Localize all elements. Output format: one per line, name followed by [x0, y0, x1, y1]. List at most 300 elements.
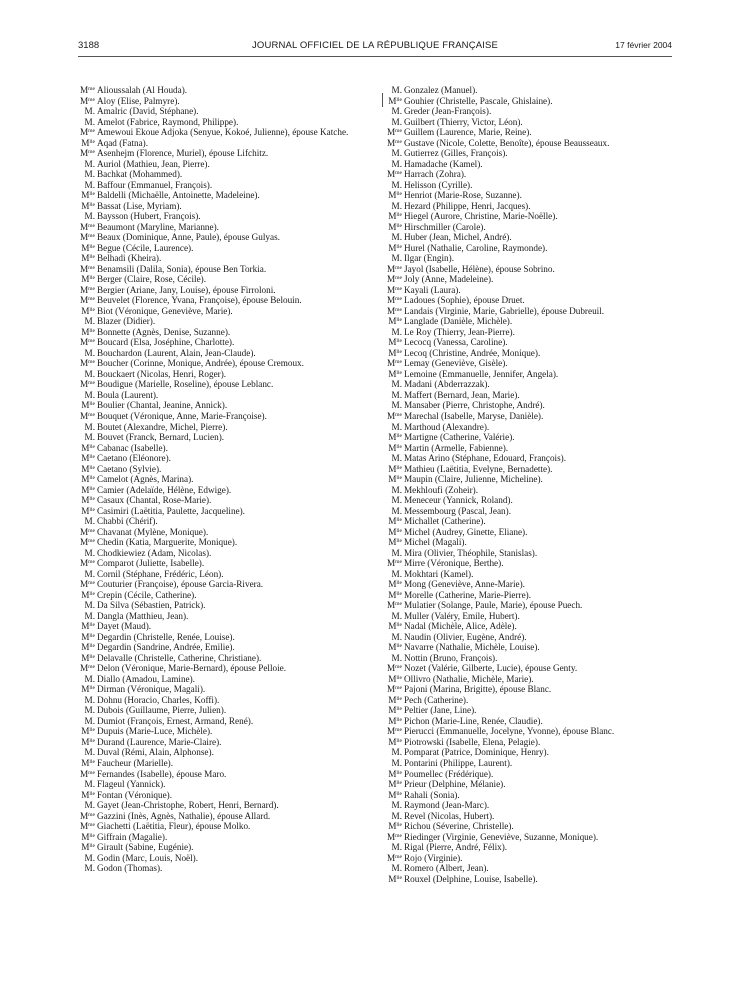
person-name: Matas Arino (Stéphane, Edouard, François).: [404, 453, 567, 464]
list-item: [78, 138, 368, 149]
person-name: Pierucci (Emmanuelle, Jocelyne, Yvonne), épouse Blanc.: [404, 726, 615, 737]
civility-title: $M^{lle}$: [388, 190, 402, 201]
person-name: Raymond (Jean-Marc).: [404, 800, 490, 811]
person-name: Revel (Nicolas, Hubert).: [404, 810, 495, 821]
person-name: Piotrowski (Isabelle, Elena, Pelagie).: [404, 736, 541, 747]
list-item: [385, 737, 677, 748]
civility-title: M.: [391, 495, 402, 506]
list-item: [78, 863, 368, 874]
person-name: Auriol (Mathieu, Jean, Pierre).: [97, 158, 210, 169]
list-item: [385, 159, 677, 170]
person-name: Nadal (Michèle, Alice, Adèle).: [404, 621, 517, 632]
list-item: [78, 548, 368, 559]
person-name: Dumiot (François, Ernest, Armand, René).: [97, 715, 254, 726]
person-name: Pichon (Marie-Line, Renée, Claudie).: [404, 715, 543, 726]
list-item: [78, 148, 368, 159]
civility-title: $M^{lle}$: [388, 789, 402, 800]
civility-title: M.: [391, 758, 402, 768]
civility-title: $M^{me}$: [79, 263, 95, 274]
list-item: [385, 716, 677, 727]
person-name: Mira (Olivier, Théophile, Stanislas).: [404, 547, 538, 558]
list-item: [78, 159, 368, 170]
list-item: [78, 243, 368, 254]
list-item: [385, 285, 677, 296]
list-item: [78, 726, 368, 737]
civility-title: $M^{lle}$: [388, 873, 402, 884]
list-item: [78, 106, 368, 117]
person-name: Madani (Abderrazzak).: [404, 379, 490, 390]
list-item: [385, 821, 677, 832]
person-name: Morelle (Catherine, Marie-Pierre).: [404, 589, 532, 600]
person-name: Michel (Magali).: [404, 537, 467, 548]
civility-title: M.: [391, 389, 402, 400]
person-name: Beuvelet (Florence, Yvana, Françoise), épouse Belouin.: [97, 295, 302, 306]
civility-title: $M^{me}$: [386, 852, 402, 863]
civility-title: $M^{lle}$: [81, 758, 95, 768]
person-name: Faucheur (Marielle).: [97, 758, 174, 768]
person-name: Pech (Catherine).: [404, 694, 469, 705]
person-name: Lecocq (Vanessa, Caroline).: [404, 337, 508, 348]
list-item: [385, 811, 677, 822]
civility-title: M.: [84, 568, 95, 579]
person-name: Peltier (Jane, Line).: [404, 705, 477, 716]
list-item: [385, 148, 677, 159]
person-name: Boutet (Alexandre, Michel, Pierre).: [97, 421, 228, 432]
list-item: [385, 453, 677, 464]
list-item: [78, 348, 368, 359]
list-item: [385, 663, 677, 674]
person-name: Gazzini (Inès, Agnès, Nathalie), épouse Allard.: [97, 810, 271, 821]
person-name: Cabanac (Isabelle).: [97, 442, 168, 453]
civility-title: M.: [84, 316, 95, 327]
civility-title: M.: [84, 158, 95, 169]
person-name: Mong (Geneviève, Anne-Marie).: [404, 579, 525, 590]
civility-title: $M^{me}$: [79, 810, 95, 821]
civility-title: $M^{lle}$: [81, 253, 95, 264]
person-name: Aloy (Elise, Palmyre).: [97, 95, 180, 106]
left-column: [78, 85, 368, 874]
list-item: [78, 201, 368, 212]
civility-title: M.: [84, 169, 95, 180]
person-name: Da Silva (Sébastien, Patrick).: [97, 600, 206, 611]
civility-title: $M^{lle}$: [81, 474, 95, 485]
list-item: [385, 684, 677, 695]
list-item: [385, 243, 677, 254]
header-rule: [78, 56, 672, 57]
civility-title: $M^{lle}$: [81, 505, 95, 516]
civility-title: $M^{me}$: [79, 148, 95, 159]
list-item: [385, 190, 677, 201]
civility-title: $M^{lle}$: [81, 642, 95, 653]
person-name: Crepin (Cécile, Catherine).: [97, 589, 197, 600]
person-name: Cornil (Stéphane, Frédéric, Léon).: [97, 568, 224, 579]
civility-title: M.: [84, 694, 95, 705]
civility-title: M.: [84, 705, 95, 716]
list-item: [385, 558, 677, 569]
list-item: [78, 716, 368, 727]
person-name: Chodkiewiez (Adam, Nicolas).: [97, 547, 212, 558]
person-name: Dupuis (Marie-Luce, Michèle).: [97, 726, 213, 737]
civility-title: $M^{me}$: [386, 831, 402, 842]
list-item: [78, 684, 368, 695]
person-name: Hezard (Philippe, Henri, Jacques).: [404, 200, 531, 211]
civility-title: $M^{lle}$: [388, 642, 402, 653]
list-item: [385, 337, 677, 348]
civility-title: $M^{me}$: [79, 221, 95, 232]
civility-title: M.: [391, 453, 402, 464]
person-name: Mathieu (Laëtitia, Evelyne, Bernadette).: [404, 463, 553, 474]
civility-title: $M^{lle}$: [81, 200, 95, 211]
civility-title: $M^{me}$: [79, 127, 95, 138]
list-item: [78, 821, 368, 832]
civility-title: $M^{lle}$: [81, 484, 95, 495]
person-name: Martin (Armelle, Fabienne).: [404, 442, 509, 453]
civility-title: M.: [391, 85, 402, 95]
civility-title: $M^{me}$: [386, 137, 402, 148]
civility-title: $M^{me}$: [79, 295, 95, 306]
list-item: [78, 169, 368, 180]
person-name: Bonnette (Agnès, Denise, Suzanne).: [97, 326, 231, 337]
person-name: Durand (Laurence, Marie-Claire).: [97, 736, 222, 747]
list-item: [385, 106, 677, 117]
civility-title: $M^{lle}$: [81, 305, 95, 316]
civility-title: $M^{me}$: [79, 232, 95, 243]
person-name: Comparot (Juliette, Isabelle).: [97, 558, 205, 569]
list-item: [385, 874, 677, 885]
person-name: Harrach (Zohra).: [404, 169, 467, 180]
list-item: [385, 96, 677, 107]
list-item: [78, 674, 368, 685]
civility-title: $M^{lle}$: [388, 211, 402, 222]
list-item: [78, 443, 368, 454]
person-name: Romero (Albert, Jean).: [404, 863, 489, 874]
list-item: [385, 842, 677, 853]
civility-title: M.: [84, 211, 95, 222]
civility-title: $M^{me}$: [386, 558, 402, 569]
list-item: [385, 316, 677, 327]
civility-title: $M^{me}$: [79, 379, 95, 390]
civility-title: $M^{lle}$: [81, 242, 95, 253]
civility-title: $M^{lle}$: [81, 736, 95, 747]
list-item: [385, 621, 677, 632]
person-name: Alioussalah (Al Houda).: [97, 85, 188, 95]
list-item: [385, 411, 677, 422]
list-item: [78, 264, 368, 275]
person-name: Casaux (Chantal, Rose-Marie).: [97, 495, 212, 506]
list-item: [385, 516, 677, 527]
person-name: Rigal (Pierre, André, Félix).: [404, 842, 508, 853]
person-name: Chabbi (Chérif).: [97, 516, 158, 527]
list-item: [78, 621, 368, 632]
list-item: [385, 306, 677, 317]
list-item: [385, 422, 677, 433]
right-column: [385, 85, 677, 884]
person-name: Boulier (Chantal, Jeanine, Annick).: [97, 400, 228, 411]
list-item: [78, 96, 368, 107]
person-name: Biot (Véronique, Geneviève, Marie).: [97, 305, 233, 316]
civility-title: M.: [391, 547, 402, 558]
civility-title: M.: [391, 631, 402, 642]
person-name: Baldelli (Michaëlle, Antoinette, Madeleine).: [97, 190, 260, 201]
list-item: [385, 432, 677, 443]
civility-title: M.: [391, 610, 402, 621]
civility-title: $M^{lle}$: [81, 137, 95, 148]
civility-title: $M^{lle}$: [81, 326, 95, 337]
person-name: Joly (Anne, Madeleine).: [404, 274, 494, 285]
person-name: Bergier (Ariane, Jany, Louise), épouse Firroloni.: [97, 284, 276, 295]
list-item: [78, 232, 368, 243]
civility-title: M.: [84, 852, 95, 863]
list-item: [78, 558, 368, 569]
list-item: [385, 537, 677, 548]
person-name: Greder (Jean-François).: [404, 106, 492, 117]
civility-title: $M^{me}$: [386, 169, 402, 180]
person-name: Michallet (Catherine).: [404, 516, 486, 527]
person-name: Chavanat (Mylène, Monique).: [97, 526, 209, 537]
person-name: Dubois (Guillaume, Pierre, Julien).: [97, 705, 227, 716]
civility-title: $M^{me}$: [386, 684, 402, 695]
list-item: [78, 779, 368, 790]
civility-title: $M^{lle}$: [388, 621, 402, 632]
civility-title: M.: [84, 863, 95, 874]
list-item: [78, 485, 368, 496]
civility-title: M.: [391, 505, 402, 516]
person-name: Amalric (David, Stéphane).: [97, 106, 199, 117]
civility-title: $M^{lle}$: [81, 789, 95, 800]
civility-title: $M^{lle}$: [81, 463, 95, 474]
civility-title: M.: [391, 158, 402, 169]
civility-title: M.: [391, 253, 402, 264]
person-name: Flageul (Yannick).: [97, 779, 166, 790]
person-name: Guillem (Laurence, Marie, Reine).: [404, 127, 532, 138]
person-name: Rahali (Sonia).: [404, 789, 460, 800]
person-name: Boudigue (Marielle, Roseline), épouse Leblanc.: [97, 379, 274, 390]
person-name: Dayet (Maud).: [97, 621, 152, 632]
list-item: [385, 264, 677, 275]
civility-title: $M^{me}$: [79, 663, 95, 674]
person-name: Mirre (Véronique, Berthe).: [404, 558, 504, 569]
list-item: [78, 474, 368, 485]
list-item: [78, 747, 368, 758]
person-name: Bassat (Lise, Myriam).: [97, 200, 182, 211]
person-name: Couturier (Françoise), épouse Garcia-Rivera.: [97, 579, 264, 590]
civility-title: M.: [391, 800, 402, 811]
person-name: Amewoui Ekoue Adjoka (Senyue, Kokoé, Julienne), épouse Katche.: [97, 127, 349, 138]
person-name: Hurel (Nathalie, Caroline, Raymonde).: [404, 242, 548, 253]
person-name: Nozet (Valérie, Gilberte, Lucie), épouse Genty.: [404, 663, 578, 674]
person-name: Maupin (Claire, Julienne, Micheline).: [404, 474, 543, 485]
list-item: [78, 369, 368, 380]
list-item: [385, 527, 677, 538]
list-item: [78, 422, 368, 433]
person-name: Nottin (Bruno, François).: [404, 652, 498, 663]
civility-title: $M^{lle}$: [81, 453, 95, 464]
list-item: [385, 138, 677, 149]
civility-title: $M^{lle}$: [388, 316, 402, 327]
list-item: [385, 390, 677, 401]
civility-title: $M^{lle}$: [388, 516, 402, 527]
list-item: [385, 705, 677, 716]
person-name: Pajoni (Marina, Brigitte), épouse Blanc.: [404, 684, 552, 695]
list-item: [385, 369, 677, 380]
list-item: [385, 590, 677, 601]
person-name: Mansaber (Pierre, Christophe, André).: [404, 400, 545, 411]
list-item: [385, 790, 677, 801]
civility-title: $M^{me}$: [79, 410, 95, 421]
person-name: Gustave (Nicole, Colette, Benoîte), épouse Beausseaux.: [404, 137, 610, 148]
civility-title: M.: [391, 484, 402, 495]
list-item: [385, 232, 677, 243]
civility-title: $M^{lle}$: [388, 589, 402, 600]
civility-title: M.: [391, 863, 402, 874]
list-item: [78, 306, 368, 317]
person-name: Mulatier (Solange, Paule, Marie), épouse Puech.: [404, 600, 583, 611]
list-item: [385, 642, 677, 653]
civility-title: $M^{lle}$: [388, 347, 402, 358]
list-item: [385, 695, 677, 706]
civility-title: M.: [84, 106, 95, 117]
list-item: [385, 632, 677, 643]
civility-title: M.: [84, 779, 95, 790]
person-name: Godin (Marc, Louis, Noël).: [97, 852, 199, 863]
person-name: Asenhejm (Florence, Muriel), épouse Lifchitz.: [97, 148, 269, 159]
civility-title: $M^{me}$: [386, 726, 402, 737]
person-name: Mekhloufi (Zoheir).: [404, 484, 478, 495]
list-item: [78, 527, 368, 538]
person-name: Gutierrez (Gilles, François).: [404, 148, 508, 159]
person-name: Giffrain (Magalie).: [97, 831, 168, 842]
list-item: [78, 737, 368, 748]
list-item: [385, 211, 677, 222]
person-name: Fernandes (Isabelle), épouse Maro.: [97, 768, 227, 779]
list-item: [78, 569, 368, 580]
list-item: [385, 485, 677, 496]
person-name: Chedin (Katia, Marguerite, Monique).: [97, 537, 238, 548]
list-item: [385, 117, 677, 128]
list-item: [78, 811, 368, 822]
list-item: [78, 295, 368, 306]
list-item: [78, 379, 368, 390]
person-name: Pontarini (Philippe, Laurent).: [404, 758, 513, 768]
civility-title: $M^{me}$: [79, 337, 95, 348]
person-name: Dangla (Matthieu, Jean).: [97, 610, 189, 621]
list-item: [78, 769, 368, 780]
person-name: Begue (Cécile, Laurence).: [97, 242, 194, 253]
person-name: Le Roy (Thierry, Jean-Pierre).: [404, 326, 515, 337]
person-name: Ilgar (Engin).: [404, 253, 455, 264]
list-item: [78, 453, 368, 464]
civility-title: $M^{lle}$: [81, 631, 95, 642]
civility-title: $M^{me}$: [79, 768, 95, 779]
list-item: [385, 569, 677, 580]
person-name: Ladoues (Sophie), épouse Druet.: [404, 295, 525, 306]
civility-title: $M^{lle}$: [388, 821, 402, 832]
list-item: [385, 506, 677, 517]
civility-title: $M^{me}$: [79, 821, 95, 832]
list-item: [385, 758, 677, 769]
person-name: Boucard (Elsa, Joséphine, Charlotte).: [97, 337, 235, 348]
civility-title: $M^{lle}$: [81, 684, 95, 695]
person-name: Benamsili (Dalila, Sonia), épouse Ben Torkia.: [97, 263, 267, 274]
person-name: Giachetti (Laëtitia, Fleur), épouse Molko.: [97, 821, 251, 832]
person-name: Boula (Laurent).: [97, 389, 159, 400]
person-name: Dohnu (Horacio, Charles, Koffi).: [97, 694, 220, 705]
civility-title: M.: [391, 106, 402, 117]
person-name: Ollivro (Nathalie, Michèle, Marie).: [404, 673, 534, 684]
civility-title: $M^{me}$: [79, 558, 95, 569]
list-item: [385, 769, 677, 780]
person-name: Mokhtari (Kamel).: [404, 568, 474, 579]
list-item: [78, 180, 368, 191]
person-name: Berger (Claire, Rose, Cécile).: [97, 274, 207, 285]
list-item: [78, 127, 368, 138]
list-item: [78, 600, 368, 611]
civility-title: M.: [84, 368, 95, 379]
list-item: [78, 705, 368, 716]
person-name: Beaux (Dominique, Anne, Paule), épouse Gulyas.: [97, 232, 280, 243]
list-item: [78, 611, 368, 622]
civility-title: M.: [84, 116, 95, 127]
civility-title: M.: [84, 347, 95, 358]
person-name: Bouchardon (Laurent, Alain, Jean-Claude).: [97, 347, 256, 358]
list-item: [78, 190, 368, 201]
civility-title: M.: [391, 326, 402, 337]
list-item: [78, 316, 368, 327]
person-name: Aqad (Fatna).: [97, 137, 149, 148]
list-item: [78, 537, 368, 548]
list-item: [385, 201, 677, 212]
person-name: Delavalle (Christelle, Catherine, Christiane).: [97, 652, 262, 663]
list-item: [385, 169, 677, 180]
person-name: Fontan (Véronique).: [97, 789, 173, 800]
list-item: [78, 327, 368, 338]
civility-title: $M^{lle}$: [388, 768, 402, 779]
list-item: [385, 253, 677, 264]
civility-title: $M^{me}$: [79, 85, 95, 95]
civility-title: M.: [391, 421, 402, 432]
civility-title: M.: [84, 179, 95, 190]
list-item: [385, 779, 677, 790]
person-name: Caetano (Eléonore).: [97, 453, 171, 464]
list-item: [78, 411, 368, 422]
civility-title: $M^{lle}$: [81, 442, 95, 453]
list-item: [385, 548, 677, 559]
list-item: [385, 800, 677, 811]
civility-title: $M^{lle}$: [81, 842, 95, 853]
person-name: Jayol (Isabelle, Hélène), épouse Sobrino.: [404, 263, 555, 274]
list-item: [78, 464, 368, 475]
list-item: [385, 726, 677, 737]
civility-title: M.: [391, 652, 402, 663]
list-item: [78, 790, 368, 801]
person-name: Diallo (Amadou, Lamine).: [97, 673, 195, 684]
person-name: Girault (Sabine, Eugénie).: [97, 842, 194, 853]
person-name: Bouvet (Franck, Bernard, Lucien).: [97, 432, 225, 443]
person-name: Caetano (Sylvie).: [97, 463, 162, 474]
person-name: Camelot (Agnès, Marina).: [97, 474, 194, 485]
civility-title: $M^{lle}$: [388, 463, 402, 474]
person-name: Gayet (Jean-Christophe, Robert, Henri, Bernard).: [97, 800, 279, 811]
person-name: Belhadi (Kheira).: [97, 253, 162, 264]
list-item: [78, 758, 368, 769]
civility-title: $M^{lle}$: [388, 579, 402, 590]
list-item: [385, 180, 677, 191]
person-name: Maffert (Bernard, Jean, Marie).: [404, 389, 520, 400]
person-name: Messembourg (Pascal, Jean).: [404, 505, 511, 516]
civility-title: $M^{me}$: [386, 263, 402, 274]
civility-title: $M^{lle}$: [388, 221, 402, 232]
list-item: [78, 579, 368, 590]
